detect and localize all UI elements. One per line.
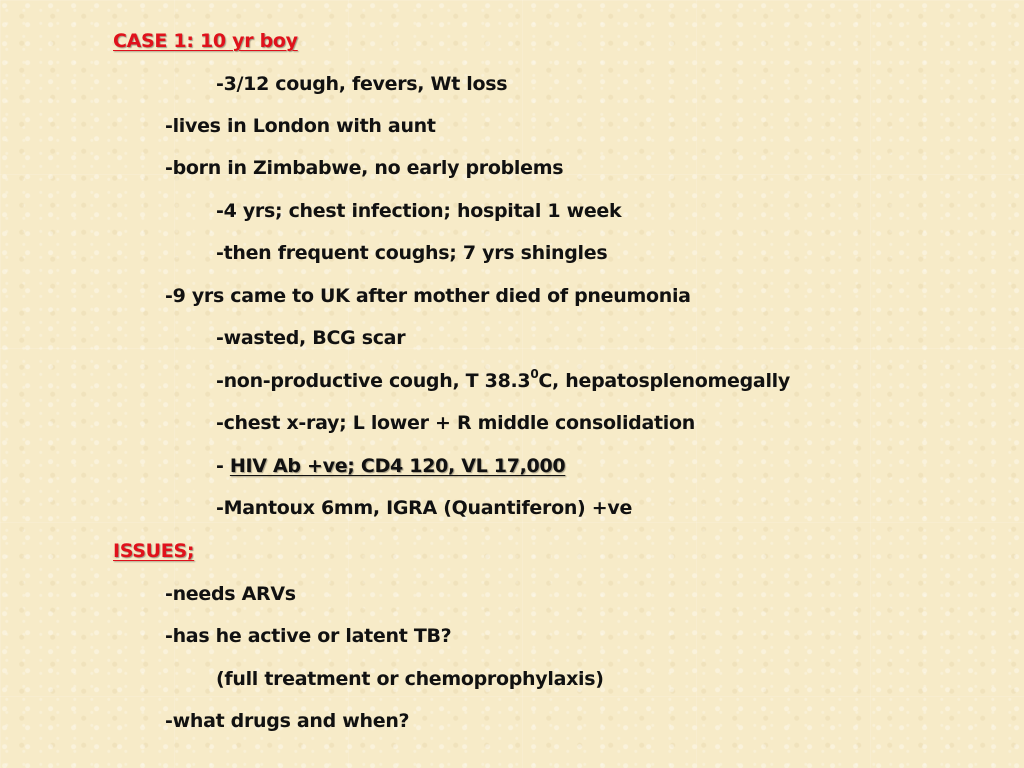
case-line-residence: -lives in London with aunt — [165, 115, 436, 137]
issue-treatment-options: (full treatment or chemoprophylaxis) — [216, 668, 604, 690]
hiv-result-highlight: HIV Ab +ve; CD4 120, VL 17,000 — [229, 455, 566, 477]
issue-arvs: -needs ARVs — [165, 583, 296, 605]
case-line-cough: -3/12 cough, fevers, Wt loss — [216, 73, 508, 95]
case-line-xray: -chest x-ray; L lower + R middle consolidation — [216, 412, 695, 434]
temperature-degree: 0 — [530, 366, 539, 381]
temperature-suffix: C, hepatosplenomegally — [538, 370, 790, 392]
case-title: CASE 1: 10 yr boy — [113, 30, 298, 52]
case-line-uk-arrival: -9 yrs came to UK after mother died of pneumonia — [165, 285, 691, 307]
case-line-temperature — [216, 366, 790, 396]
issue-drugs-timing: -what drugs and when? — [165, 710, 410, 732]
case-line-shingles: -then frequent coughs; 7 yrs shingles — [216, 242, 608, 264]
temperature-prefix: -non-productive cough, T 38.3 — [216, 370, 531, 392]
issues-title: ISSUES; — [113, 540, 195, 562]
issue-tb-status: -has he active or latent TB? — [165, 625, 452, 647]
case-line-hiv — [216, 451, 565, 481]
hiv-prefix: - — [216, 455, 230, 477]
case-line-birth: -born in Zimbabwe, no early problems — [165, 157, 564, 179]
case-line-mantoux: -Mantoux 6mm, IGRA (Quantiferon) +ve — [216, 497, 633, 519]
case-line-wasted: -wasted, BCG scar — [216, 327, 406, 349]
case-line-chest-infection: -4 yrs; chest infection; hospital 1 week — [216, 200, 622, 222]
